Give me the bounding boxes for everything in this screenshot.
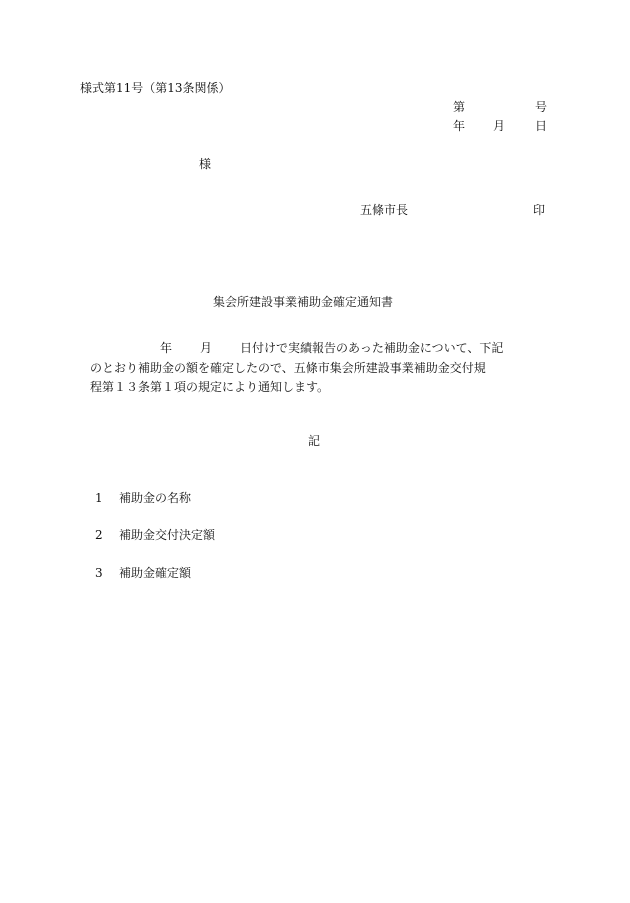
seal-mark: 印 bbox=[533, 203, 546, 217]
addressee-suffix: 様 bbox=[199, 157, 212, 171]
item-number: 2 bbox=[95, 528, 103, 542]
body-line3: 程第１３条第１項の規定により通知します。 bbox=[90, 380, 330, 394]
item-number: 1 bbox=[95, 491, 103, 505]
form-label: 様式第11号（第13条関係） bbox=[80, 81, 231, 95]
body-year: 年 bbox=[160, 341, 173, 355]
body-line2: のとおり補助金の額を確定したので、五條市集会所建設事業補助金交付規 bbox=[90, 361, 486, 375]
body-line1-rest: 日付けで実績報告のあった補助金について、下記 bbox=[240, 341, 504, 355]
number-suffix: 号 bbox=[535, 100, 548, 114]
date-day: 日 bbox=[535, 119, 548, 133]
item-label: 補助金確定額 bbox=[119, 566, 192, 580]
number-prefix: 第 bbox=[453, 100, 466, 114]
body-month: 月 bbox=[200, 341, 213, 355]
ki-heading: 記 bbox=[308, 434, 321, 448]
date-month: 月 bbox=[493, 119, 506, 133]
issuer-title: 五條市長 bbox=[360, 203, 409, 217]
item-number: 3 bbox=[95, 566, 103, 580]
item-label: 補助金の名称 bbox=[119, 491, 192, 505]
document-title: 集会所建設事業補助金確定通知書 bbox=[213, 295, 394, 309]
date-year: 年 bbox=[453, 119, 466, 133]
item-label: 補助金交付決定額 bbox=[119, 528, 216, 542]
